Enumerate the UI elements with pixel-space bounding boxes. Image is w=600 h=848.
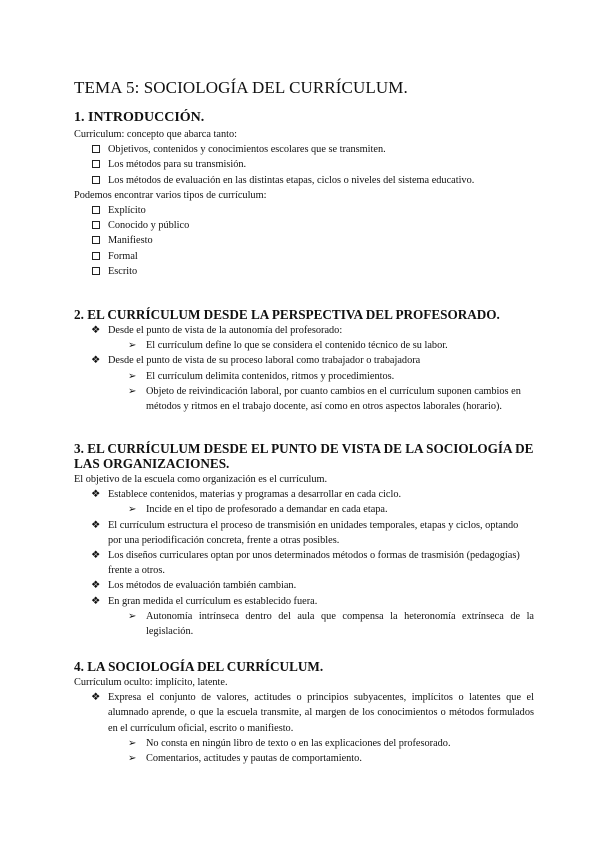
arrow-bullet-icon: ➢ — [128, 370, 137, 382]
section-heading: 4. LA SOCIOLOGÍA DEL CURRÍCULUM. — [74, 659, 324, 674]
checkbox-icon — [92, 206, 100, 214]
bullet-list — [74, 323, 534, 414]
sub-bullet-item: ➢ Comentarios, actitudes y pautas de comportamiento. — [74, 751, 534, 766]
bullet-item: ❖ En gran medida el currículum es establecido fuera. — [74, 594, 534, 609]
diamond-bullet-icon: ❖ — [91, 550, 101, 562]
bullet-item: ❖ Desde el punto de vista de su proceso laboral como trabajador o trabajadora — [74, 353, 534, 368]
checkbox-item: Escrito — [74, 264, 534, 279]
arrow-bullet-icon: ➢ — [128, 610, 137, 622]
checkbox-icon — [92, 236, 100, 244]
checkbox-list — [74, 142, 534, 188]
sub-bullet-item: ➢ El currículum define lo que se considera el contenido técnico de su labor. — [74, 338, 534, 353]
sub-bullet-item: ➢ Incide en el tipo de profesorado a demandar en cada etapa. — [74, 502, 534, 517]
diamond-bullet-icon: ❖ — [91, 580, 101, 592]
bullet-item: ❖ El currículum estructura el proceso de transmisión en unidades temporales, etapas y ciclos, optando por una periodificación concreta, frente a otras posibles. — [91, 519, 519, 546]
checkbox-item: Objetivos, contenidos y conocimientos escolares que se transmiten. — [74, 142, 534, 157]
diamond-bullet-icon: ❖ — [91, 692, 101, 704]
checkbox-list — [74, 203, 534, 279]
bullet-item: ❖ Expresa el conjunto de valores, actitudes o principios subyacentes, implícitos o latentes que el alumnado aprende, o que la escuela transmite, al margen de los conocimientos o métodos formulados en el currículum oficial, escrito o manifiesto. — [91, 692, 534, 734]
diamond-bullet-icon: ❖ — [91, 489, 101, 501]
bullet-item: ❖ Los métodos de evaluación también cambian. — [74, 578, 534, 593]
checkbox-icon — [92, 176, 100, 184]
arrow-bullet-icon: ➢ — [128, 340, 137, 352]
checkbox-icon — [92, 252, 100, 260]
section-profesorado — [74, 307, 534, 414]
diamond-bullet-icon: ❖ — [91, 595, 101, 607]
checkbox-item: Formal — [74, 249, 534, 264]
paragraph: Currículum oculto: implícito, latente. — [74, 677, 228, 688]
bullet-item: ❖ Establece contenidos, materias y programas a desarrollar en cada ciclo. — [74, 487, 534, 502]
diamond-bullet-icon: ❖ — [91, 325, 101, 336]
sub-bullet-item: ➢ Objeto de reivindicación laboral, por cuanto cambios en el currículum suponen cambios en métodos y ritmos en el trabajo docente, así como en otros aspectos laborales (horario). — [128, 385, 521, 413]
checkbox-item: Explícito — [74, 203, 534, 218]
checkbox-item: Los métodos de evaluación en las distintas etapas, ciclos o niveles del sistema educativo. — [74, 173, 534, 188]
bullet-list — [74, 487, 534, 639]
section-introduccion — [74, 110, 534, 279]
arrow-bullet-icon: ➢ — [128, 753, 137, 765]
checkbox-icon — [92, 160, 100, 168]
bullet-item: ❖ Desde el punto de vista de la autonomía del profesorado: — [74, 323, 534, 338]
section-sociologia-curriculum — [74, 659, 534, 766]
checkbox-icon — [92, 145, 100, 153]
section-organizaciones — [74, 441, 534, 639]
checkbox-item: Manifiesto — [74, 233, 534, 248]
section-heading: 1. INTRODUCCIÓN. — [74, 110, 205, 125]
checkbox-icon — [92, 267, 100, 275]
sub-bullet-item: ➢ No consta en ningún libro de texto o en las explicaciones del profesorado. — [74, 736, 534, 751]
diamond-bullet-icon: ❖ — [91, 355, 101, 367]
paragraph: Podemos encontrar varios tipos de currículum: — [74, 189, 267, 201]
checkbox-item: Conocido y público — [74, 218, 534, 233]
section-heading: 3. EL CURRÍCULUM DESDE EL PUNTO DE VISTA DE LA SOCIOLOGÍA DE LAS ORGANIZACIONES. — [74, 441, 534, 471]
checkbox-icon — [92, 221, 100, 229]
sub-bullet-item: ➢ Autonomía intrínseca dentro del aula que compensa la heteronomía extrínseca de la legislación. — [128, 610, 534, 638]
arrow-bullet-icon: ➢ — [128, 737, 137, 749]
checkbox-item: Los métodos para su transmisión. — [74, 157, 534, 172]
bullet-list — [74, 690, 534, 766]
sub-bullet-item: ➢ El currículum delimita contenidos, ritmos y procedimientos. — [74, 369, 534, 384]
section-heading: 2. EL CURRÍCULUM DESDE LA PERSPECTIVA DEL PROFESORADO. — [74, 307, 500, 322]
document-title: TEMA 5: SOCIOLOGÍA DEL CURRÍCULUM. — [74, 78, 408, 97]
arrow-bullet-icon: ➢ — [128, 385, 137, 397]
diamond-bullet-icon: ❖ — [91, 519, 101, 531]
arrow-bullet-icon: ➢ — [128, 504, 137, 516]
paragraph: Curriculum: concepto que abarca tanto: — [74, 129, 237, 140]
paragraph: El objetivo de la escuela como organización es el currículum. — [74, 474, 328, 485]
bullet-item: ❖ Los diseños curriculares optan por unos determinados métodos o formas de trasmisión (pedagogías) frente a otros. — [91, 550, 520, 577]
